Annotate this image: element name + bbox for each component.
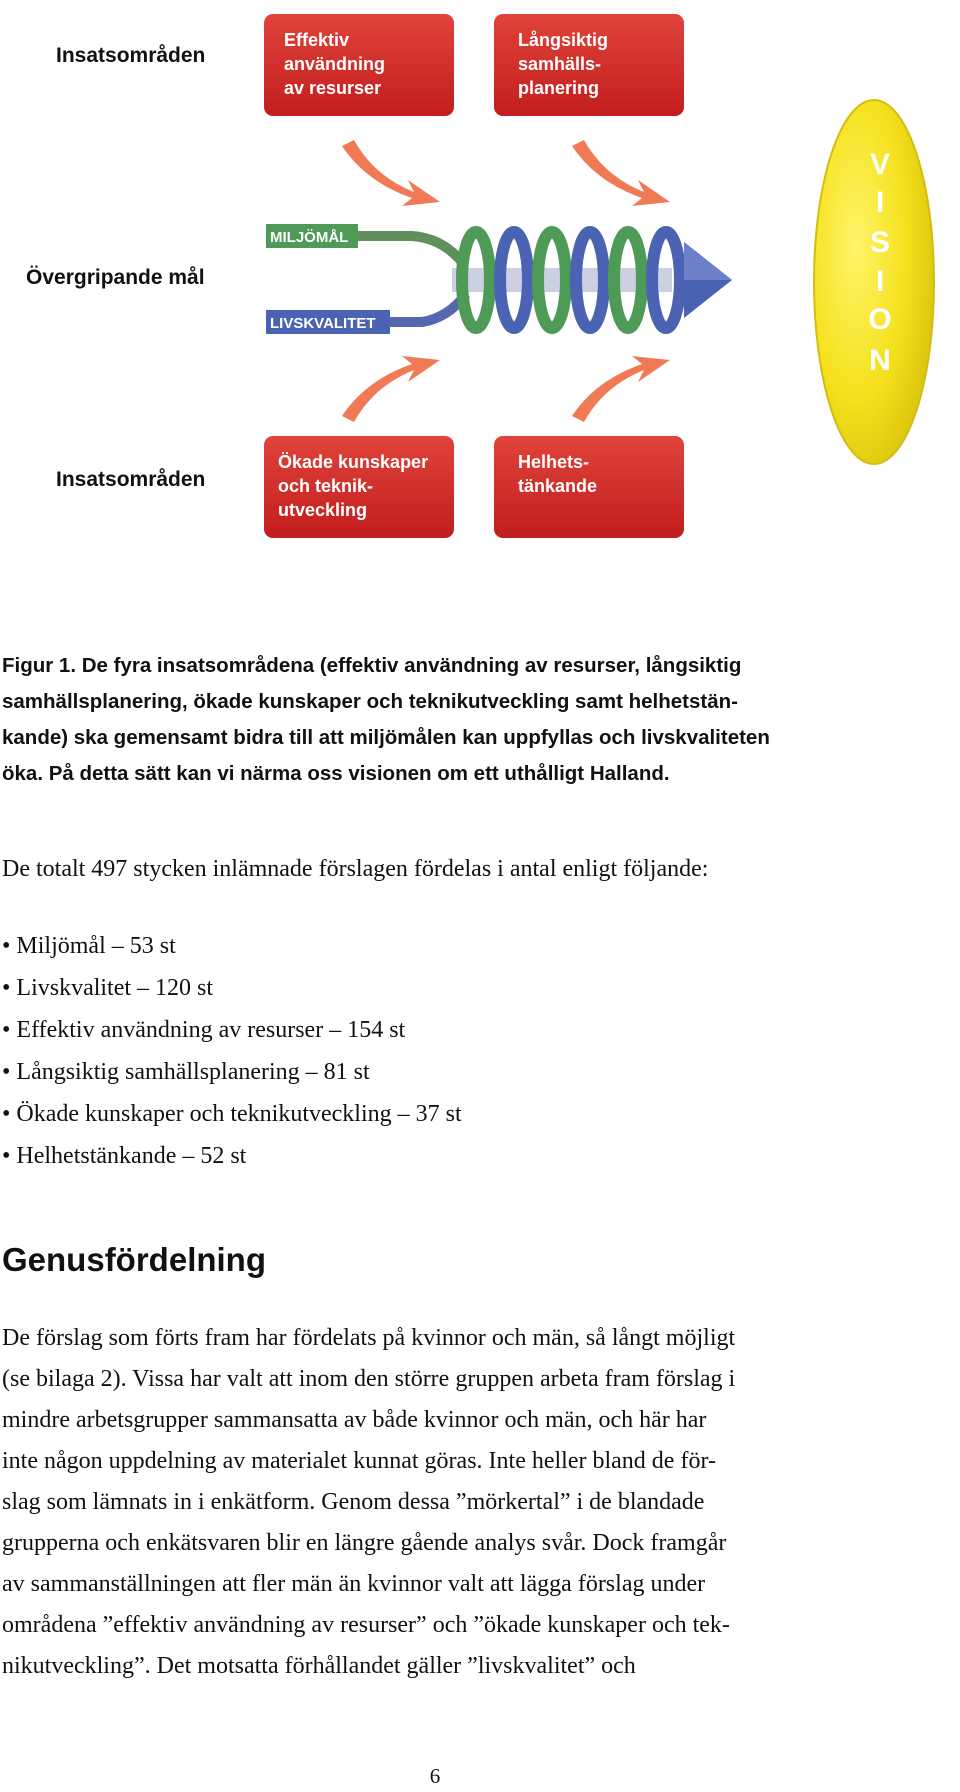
box-okade-line-3: utveckling: [278, 500, 368, 520]
strand-label-miljomal: [266, 224, 358, 248]
arrow-bottom-left: [342, 356, 440, 422]
box-langsiktig-planering: [494, 14, 684, 116]
box-langsiktig-line-3: planering: [518, 78, 600, 98]
svg-text:Långsiktigsamhälls-planering: [518, 30, 608, 98]
vision-letter-6: N: [869, 344, 891, 377]
list-item: • Effektiv användning av resurser – 154 st: [2, 1017, 406, 1043]
box-effektiv-anvandning: [264, 14, 454, 116]
body-line: områdena ”effektiv användning av resurser” och ”ökade kunskaper och tek-: [2, 1612, 730, 1638]
figure-row-label-middle: Övergripande mål: [26, 266, 205, 289]
body-line: av sammanställningen att fler män än kvinnor valt att lägga förslag under: [2, 1571, 706, 1597]
body-line: inte någon uppdelning av materialet kunnat göras. Inte heller bland de för-: [2, 1448, 716, 1474]
arrow-top-left: [342, 140, 440, 206]
vision-letter-3: S: [869, 226, 891, 259]
arrow-bottom-right: [572, 356, 670, 422]
helix-arrowhead: [684, 242, 732, 318]
body-line: De förslag som förts fram har fördelats på kvinnor och män, så långt möjligt: [2, 1325, 736, 1351]
box-helhets-line-2: tänkande: [518, 476, 598, 496]
figure-row-label-bottom: Insatsområden: [56, 468, 206, 491]
section-heading: Genusfördelning: [2, 1241, 266, 1278]
box-helhets-line-1: Helhets-: [518, 452, 590, 472]
box-okade-line-1: Ökade kunskaper: [278, 452, 429, 472]
proposals-list: [2, 925, 462, 1177]
caption-line: Figur 1. De fyra insatsområdena (effektiv användning av resurser, långsiktig: [2, 654, 742, 677]
body-line: slag som lämnats in i enkätform. Genom dessa ”mörkertal” i de blandade: [2, 1489, 705, 1515]
box-effektiv-line-1: Effektiv: [284, 30, 350, 50]
figure-caption: [2, 648, 952, 792]
vision-ellipse: [814, 100, 934, 464]
vision-diagram: [262, 6, 960, 546]
box-effektiv-line-2: användning: [284, 54, 386, 74]
vision-letter-4: I: [875, 265, 885, 298]
arrow-top-right: [572, 140, 670, 206]
proposals-intro: De totalt 497 stycken inlämnade förslagen fördelas i antal enligt följande:: [2, 856, 709, 882]
vision-letter-1: V: [869, 148, 891, 181]
body-line: grupperna och enkätsvaren blir en längre gående analys svår. Dock framgår: [2, 1530, 727, 1556]
body-paragraph: [2, 1318, 952, 1687]
svg-text:LIVSKVALITET: LIVSKVALITET: [270, 315, 376, 332]
caption-line: kande) ska gemensamt bidra till att miljömålen kan uppfyllas och livskvaliteten: [2, 726, 770, 749]
box-okade-line-2: och teknik-: [278, 476, 374, 496]
list-item: • Livskvalitet – 120 st: [2, 975, 214, 1001]
box-okade-kunskaper: [264, 436, 454, 538]
body-line: nikutveckling”. Det motsatta förhållandet gäller ”livskvalitet” och: [2, 1653, 636, 1679]
list-item: • Helhetstänkande – 52 st: [2, 1143, 247, 1169]
caption-line: samhällsplanering, ökade kunskaper och teknikutveckling samt helhetstän-: [2, 690, 738, 713]
box-effektiv-line-3: av resurser: [284, 78, 382, 98]
body-line: mindre arbetsgrupper sammansatta av både kvinnor och män, och här har: [2, 1407, 707, 1433]
box-langsiktig-line-1: Långsiktig: [518, 30, 609, 50]
helix: [452, 232, 680, 328]
caption-line: öka. På detta sätt kan vi närma oss visionen om ett uthålligt Halland.: [2, 762, 670, 785]
box-langsiktig-line-2: samhälls-: [518, 54, 602, 74]
page-number: 6: [429, 1764, 441, 1788]
list-item: • Långsiktig samhällsplanering – 81 st: [2, 1059, 370, 1085]
svg-text:MILJÖMÅL: MILJÖMÅL: [270, 229, 349, 246]
strand-label-livskvalitet: [266, 310, 390, 334]
box-helhetstankande: [494, 436, 684, 538]
list-item: • Ökade kunskaper och teknikutveckling – 37 st: [2, 1101, 462, 1127]
body-line: (se bilaga 2). Vissa har valt att inom den större gruppen arbeta fram förslag i: [2, 1366, 736, 1392]
figure-row-label-top: Insatsområden: [56, 44, 206, 67]
list-item: • Miljömål – 53 st: [2, 933, 176, 959]
vision-letter-5: O: [868, 303, 892, 336]
vision-letter-2: I: [875, 186, 885, 219]
